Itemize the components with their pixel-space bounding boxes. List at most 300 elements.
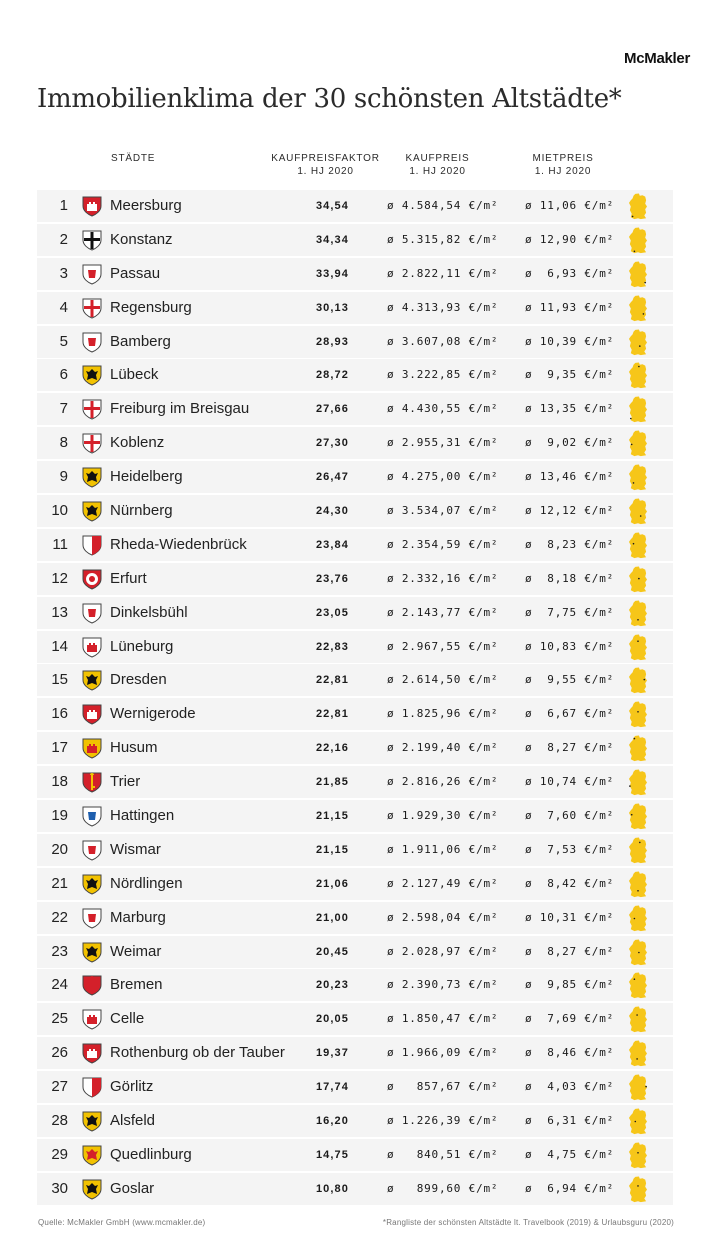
mietpreis-value: ø 11,06 €/m²	[525, 199, 615, 212]
germany-map-icon	[626, 532, 650, 559]
column-header-staedte	[111, 152, 155, 165]
chart-title: Immobilienklima der 30 schönsten Altstädte*	[37, 84, 622, 114]
mietpreis-value: ø 11,93 €/m²	[525, 300, 615, 314]
mietpreis-value: ø 10,39 €/m²	[525, 334, 615, 348]
germany-map-icon	[626, 362, 650, 389]
germany-map-icon	[626, 871, 650, 898]
kaufpreis-value: ø 1.929,30 €/m²	[387, 809, 499, 823]
germany-outline	[629, 532, 647, 558]
column-header-kaufpreis-period: 1. HJ 2020	[409, 166, 466, 177]
kaufpreis-value: ø 2.127,49 €/m²	[387, 876, 499, 890]
column-header-mietpreis-period: 1. HJ 2020	[534, 166, 592, 177]
germany-map-icon	[626, 1040, 650, 1067]
kaufpreis-value: ø 1.966,09 €/m²	[387, 1046, 499, 1060]
column-header-kaufpreis	[390, 152, 485, 178]
germany-map-icon	[626, 1108, 650, 1135]
rank-number: 18	[51, 773, 68, 791]
city-name: Dinkelsbühl	[110, 603, 188, 621]
mietpreis-value: ø 9,02 €/m²	[525, 436, 615, 450]
table-row	[37, 427, 673, 459]
city-name: Bremen	[110, 976, 163, 994]
red-cross-crest-icon	[81, 398, 103, 420]
city-location-dot	[637, 711, 639, 713]
kaufpreisfaktor-value: 16,20	[315, 1115, 349, 1128]
city-location-dot	[636, 1015, 638, 1017]
quartered-crest-icon	[81, 1076, 103, 1098]
ship-crest-icon	[81, 839, 103, 861]
city-name: Wernigerode	[110, 705, 196, 723]
footnote: *Rangliste der schönsten Altstädte lt. Travelbook (2019) & Urlaubsguru (2020)	[382, 1218, 674, 1227]
germany-outline	[629, 329, 647, 355]
germany-outline	[629, 736, 647, 762]
mietpreis-value: ø 7,75 €/m²	[525, 605, 615, 619]
germany-outline	[629, 803, 647, 829]
mietpreis-value: ø 7,69 €/m²	[525, 1012, 615, 1026]
kaufpreis-value: ø 2.822,11 €/m²	[387, 266, 499, 280]
lion-crest-icon	[81, 466, 103, 488]
kaufpreisfaktor-value: 34,34	[315, 233, 349, 246]
rank-number: 24	[51, 976, 68, 994]
germany-map-icon	[626, 295, 650, 322]
city-location-dot	[637, 619, 639, 621]
kaufpreis-value: ø 3.222,85 €/m²	[387, 368, 499, 382]
kaufpreisfaktor-value: 21,15	[315, 810, 349, 823]
kaufpreis-value: ø 2.955,31 €/m²	[387, 436, 499, 450]
germany-map-icon	[626, 837, 650, 864]
rank-number: 15	[51, 671, 68, 689]
table-row	[37, 495, 673, 527]
rank-number: 17	[51, 739, 68, 757]
kaufpreisfaktor-value: 21,00	[315, 911, 349, 924]
rank-number: 16	[51, 705, 68, 723]
city-name: Trier	[110, 773, 141, 791]
kaufpreisfaktor-value: 17,74	[315, 1081, 349, 1094]
rank-number: 4	[59, 298, 68, 316]
column-header-mietpreis	[518, 152, 608, 178]
castle-crest-icon	[81, 636, 103, 658]
rank-number: 7	[59, 400, 68, 418]
kaufpreis-value: ø 840,51 €/m²	[387, 1147, 499, 1161]
city-name: Marburg	[110, 908, 166, 926]
germany-outline	[629, 634, 647, 660]
kaufpreisfaktor-value: 24,30	[315, 505, 349, 518]
crossed-keys-crest-icon	[81, 297, 103, 319]
city-name: Regensburg	[110, 298, 192, 316]
germany-map-icon	[626, 939, 650, 966]
column-header-kaufpreis-label: KAUFPREIS	[405, 153, 470, 164]
city-location-dot	[634, 250, 636, 252]
mietpreis-value: ø 12,12 €/m²	[525, 504, 615, 518]
mietpreis-value: ø 4,75 €/m²	[525, 1147, 615, 1161]
table-row	[37, 190, 673, 222]
mietpreis-value: ø 9,35 €/m²	[525, 368, 615, 382]
germany-map-icon	[626, 634, 650, 661]
germany-outline	[629, 770, 647, 796]
rank-number: 25	[51, 1010, 68, 1028]
table-row	[37, 1003, 673, 1035]
red-castle-crest-icon	[81, 195, 103, 217]
table-row	[37, 902, 673, 934]
table-row	[37, 1173, 673, 1205]
mietpreis-value: ø 8,27 €/m²	[525, 944, 615, 958]
germany-map-icon	[626, 972, 650, 999]
kaufpreis-value: ø 3.607,08 €/m²	[387, 334, 499, 348]
city-name: Celle	[110, 1010, 145, 1028]
mietpreis-value: ø 8,18 €/m²	[525, 571, 615, 585]
kaufpreis-value: ø 2.199,40 €/m²	[387, 741, 499, 755]
city-name: Koblenz	[110, 434, 165, 452]
mietpreis-value: ø 8,42 €/m²	[525, 876, 615, 890]
rank-number: 12	[51, 569, 68, 587]
germany-outline	[629, 397, 647, 423]
city-location-dot	[631, 814, 633, 816]
city-location-dot	[632, 216, 634, 218]
column-header-kaufpreisfaktor-period: 1. HJ 2020	[297, 166, 354, 177]
table-row	[37, 1139, 673, 1171]
kaufpreis-value: ø 1.911,06 €/m²	[387, 842, 499, 856]
city-location-dot	[634, 738, 636, 740]
red-wolf-crest-icon	[81, 263, 103, 285]
city-location-dot	[643, 679, 645, 681]
city-name: Rheda-Wiedenbrück	[110, 535, 247, 553]
city-name: Wismar	[110, 840, 161, 858]
germany-outline	[629, 193, 647, 219]
source-note: Quelle: McMakler GmbH (www.mcmakler.de)	[38, 1218, 206, 1227]
table-row	[37, 292, 673, 324]
city-name: Passau	[110, 264, 161, 282]
city-name: Dresden	[110, 671, 167, 689]
table-row	[37, 868, 673, 900]
city-name: Görlitz	[110, 1078, 154, 1096]
mietpreis-value: ø 4,03 €/m²	[525, 1080, 615, 1094]
germany-outline	[629, 431, 647, 457]
ranking-table	[37, 190, 673, 1207]
kaufpreis-value: ø 2.332,16 €/m²	[387, 571, 499, 585]
split-crest-icon	[81, 534, 103, 556]
table-row	[37, 631, 673, 663]
rank-number: 23	[51, 942, 68, 960]
city-name: Meersburg	[110, 197, 182, 214]
rank-number: 1	[59, 197, 68, 214]
wheat-crest-icon	[81, 602, 103, 624]
eagle-crest-icon	[81, 364, 103, 386]
germany-outline	[629, 973, 647, 999]
germany-outline	[629, 498, 647, 524]
germany-map-icon	[626, 193, 650, 220]
table-row	[37, 224, 673, 256]
rank-number: 22	[51, 908, 68, 926]
table-row	[37, 936, 673, 968]
kaufpreisfaktor-value: 22,16	[315, 742, 349, 755]
germany-outline	[629, 1142, 647, 1168]
kaufpreis-value: ø 4.584,54 €/m²	[387, 199, 499, 212]
city-name: Freiburg im Breisgau	[110, 400, 250, 418]
mietpreis-value: ø 6,67 €/m²	[525, 707, 615, 721]
kaufpreis-value: ø 3.534,07 €/m²	[387, 504, 499, 518]
kaufpreis-value: ø 2.028,97 €/m²	[387, 944, 499, 958]
table-row	[37, 326, 673, 358]
germany-map-icon	[626, 396, 650, 423]
germany-map-icon	[626, 600, 650, 627]
column-header-kaufpreisfaktor-label: KAUFPREISFAKTOR	[271, 153, 380, 164]
kaufpreis-value: ø 4.313,93 €/m²	[387, 300, 499, 314]
city-location-dot	[639, 842, 641, 844]
kaufpreis-value: ø 2.598,04 €/m²	[387, 910, 499, 924]
rank-number: 30	[51, 1179, 68, 1197]
germany-map-icon	[626, 735, 650, 762]
kaufpreis-value: ø 1.226,39 €/m²	[387, 1114, 499, 1128]
table-row	[37, 563, 673, 595]
city-name: Husum	[110, 739, 158, 757]
kaufpreisfaktor-value: 26,47	[315, 471, 349, 484]
city-name: Lüneburg	[110, 637, 174, 655]
table-row	[37, 359, 673, 391]
germany-outline	[629, 905, 647, 931]
mcmakler-logo: McMakler	[624, 50, 690, 67]
rank-number: 3	[59, 264, 68, 282]
kaufpreisfaktor-value: 23,76	[315, 572, 349, 585]
mietpreis-value: ø 8,46 €/m²	[525, 1046, 615, 1060]
city-location-dot	[637, 640, 639, 642]
mietpreis-value: ø 8,27 €/m²	[525, 741, 615, 755]
kaufpreis-value: ø 857,67 €/m²	[387, 1080, 499, 1094]
eagle-red-crest-icon	[81, 1144, 103, 1166]
city-location-dot	[637, 1152, 639, 1154]
city-location-dot	[637, 890, 639, 892]
eagle-crest-icon	[81, 1178, 103, 1200]
rank-number: 11	[52, 535, 68, 553]
germany-map-icon	[626, 329, 650, 356]
lion-stripes-crest-icon	[81, 669, 103, 691]
key-crest-icon	[81, 771, 103, 793]
table-row	[37, 969, 673, 1001]
table-row	[37, 461, 673, 493]
germany-outline	[629, 261, 647, 287]
mietpreis-value: ø 13,35 €/m²	[525, 402, 615, 416]
city-location-dot	[634, 979, 636, 981]
germany-outline	[629, 295, 647, 321]
city-location-dot	[634, 1121, 636, 1123]
kaufpreisfaktor-value: 20,23	[315, 979, 349, 992]
germany-outline	[629, 837, 647, 863]
germany-map-icon	[626, 701, 650, 728]
city-location-dot	[637, 1185, 639, 1187]
city-location-dot	[636, 1058, 638, 1060]
city-name: Goslar	[110, 1179, 155, 1197]
city-location-dot	[630, 418, 632, 420]
black-cross-crest-icon	[81, 229, 103, 251]
germany-map-icon	[626, 261, 650, 288]
city-location-dot	[634, 917, 636, 919]
rank-number: 19	[51, 807, 68, 825]
city-location-dot	[643, 313, 645, 315]
kaufpreisfaktor-value: 28,72	[315, 369, 349, 382]
city-location-dot	[645, 1086, 647, 1088]
mietpreis-value: ø 10,31 €/m²	[525, 910, 615, 924]
kaufpreisfaktor-value: 23,05	[315, 606, 349, 619]
kaufpreis-value: ø 2.390,73 €/m²	[387, 978, 499, 992]
striped-eagle-crest-icon	[81, 500, 103, 522]
germany-outline	[629, 1075, 647, 1101]
city-name: Rothenburg ob der Tauber	[110, 1044, 285, 1062]
germany-outline	[629, 227, 647, 253]
kaufpreisfaktor-value: 34,54	[315, 200, 349, 212]
kaufpreis-value: ø 2.143,77 €/m²	[387, 605, 499, 619]
city-name: Alsfeld	[110, 1112, 156, 1130]
table-row	[37, 1071, 673, 1103]
table-row	[37, 800, 673, 832]
table-row	[37, 529, 673, 561]
kaufpreisfaktor-value: 20,45	[315, 945, 349, 958]
knight-crest-icon	[81, 331, 103, 353]
germany-map-icon	[626, 1006, 650, 1033]
kaufpreisfaktor-value: 21,06	[315, 877, 349, 890]
germany-outline	[629, 1007, 647, 1033]
kaufpreis-value: ø 5.315,82 €/m²	[387, 232, 499, 246]
kaufpreisfaktor-value: 27,30	[315, 437, 349, 450]
lion-crest-icon	[81, 941, 103, 963]
germany-map-icon	[626, 769, 650, 796]
rank-number: 26	[51, 1044, 68, 1062]
mietpreis-value: ø 10,83 €/m²	[525, 639, 615, 653]
city-location-dot	[629, 785, 631, 787]
mietpreis-value: ø 10,74 €/m²	[525, 775, 615, 789]
germany-map-icon	[626, 905, 650, 932]
kaufpreisfaktor-value: 19,37	[315, 1047, 349, 1060]
city-location-dot	[638, 366, 640, 368]
germany-outline	[629, 871, 647, 897]
city-name: Erfurt	[110, 569, 147, 587]
germany-map-icon	[626, 430, 650, 457]
city-name: Konstanz	[110, 230, 173, 248]
kaufpreisfaktor-value: 27,66	[315, 403, 349, 416]
table-row	[37, 766, 673, 798]
city-name: Heidelberg	[110, 468, 183, 486]
table-row	[37, 597, 673, 629]
kaufpreisfaktor-value: 30,13	[315, 301, 349, 314]
kaufpreisfaktor-value: 23,84	[315, 538, 349, 551]
kaufpreis-value: ø 2.614,50 €/m²	[387, 673, 499, 687]
column-header-mietpreis-label: MIETPREIS	[532, 153, 594, 164]
city-name: Nürnberg	[110, 502, 173, 520]
mietpreis-value: ø 6,94 €/m²	[525, 1181, 615, 1195]
red-castle-crest-icon	[81, 703, 103, 725]
red-tower-crest-icon	[81, 1042, 103, 1064]
mietpreis-value: ø 6,93 €/m²	[525, 266, 615, 280]
wheel-crest-icon	[81, 568, 103, 590]
rank-number: 2	[59, 230, 68, 248]
city-location-dot	[639, 345, 641, 347]
germany-outline	[629, 1176, 647, 1202]
blue-lion-crest-icon	[81, 1110, 103, 1132]
mietpreis-value: ø 9,85 €/m²	[525, 978, 615, 992]
mietpreis-value: ø 6,31 €/m²	[525, 1114, 615, 1128]
rank-number: 9	[59, 468, 68, 486]
city-location-dot	[638, 578, 640, 580]
germany-outline	[629, 1108, 647, 1134]
germany-outline	[629, 363, 647, 389]
kaufpreisfaktor-value: 21,85	[315, 776, 349, 789]
city-name: Bamberg	[110, 332, 171, 350]
table-row	[37, 834, 673, 866]
germany-outline	[629, 600, 647, 626]
kaufpreis-value: ø 2.816,26 €/m²	[387, 775, 499, 789]
mietpreis-value: ø 7,60 €/m²	[525, 809, 615, 823]
city-name: Lübeck	[110, 366, 159, 384]
rider-crest-icon	[81, 907, 103, 929]
city-name: Hattingen	[110, 807, 175, 825]
kaufpreisfaktor-value: 22,81	[315, 674, 349, 687]
mietpreis-value: ø 8,23 €/m²	[525, 537, 615, 551]
germany-map-icon	[626, 667, 650, 694]
city-location-dot	[633, 482, 635, 484]
kaufpreis-value: ø 4.430,55 €/m²	[387, 402, 499, 416]
rank-number: 29	[51, 1145, 68, 1163]
kaufpreisfaktor-value: 21,15	[315, 843, 349, 856]
city-name: Weimar	[110, 942, 162, 960]
table-row	[37, 732, 673, 764]
germany-map-icon	[626, 227, 650, 254]
germany-map-icon	[626, 803, 650, 830]
table-row	[37, 258, 673, 290]
germany-map-icon	[626, 1176, 650, 1203]
mietpreis-value: ø 7,53 €/m²	[525, 842, 615, 856]
kaufpreis-value: ø 899,60 €/m²	[387, 1181, 499, 1195]
rank-number: 20	[51, 840, 68, 858]
germany-map-icon	[626, 566, 650, 593]
germany-outline	[629, 566, 647, 592]
germany-outline	[629, 465, 647, 491]
rank-number: 13	[51, 603, 68, 621]
kaufpreisfaktor-value: 14,75	[315, 1148, 349, 1161]
kaufpreisfaktor-value: 10,80	[315, 1182, 349, 1195]
rank-number: 5	[59, 332, 68, 350]
kaufpreisfaktor-value: 22,81	[315, 708, 349, 721]
rank-number: 21	[51, 874, 68, 892]
kaufpreisfaktor-value: 28,93	[315, 335, 349, 348]
city-location-dot	[640, 515, 642, 517]
kaufpreis-value: ø 1.850,47 €/m²	[387, 1012, 499, 1026]
rank-number: 27	[51, 1078, 68, 1096]
rank-number: 10	[51, 502, 68, 520]
city-name: Quedlinburg	[110, 1145, 192, 1163]
city-name: Nördlingen	[110, 874, 183, 892]
table-row	[37, 698, 673, 730]
kaufpreis-value: ø 1.825,96 €/m²	[387, 707, 499, 721]
rank-number: 28	[51, 1112, 68, 1130]
kaufpreis-value: ø 4.275,00 €/m²	[387, 470, 499, 484]
kaufpreisfaktor-value: 33,94	[315, 267, 349, 280]
gold-castle-crest-icon	[81, 737, 103, 759]
city-location-dot	[644, 282, 646, 284]
germany-map-icon	[626, 464, 650, 491]
germany-map-icon	[626, 1142, 650, 1169]
column-header-kaufpreisfaktor	[268, 152, 383, 178]
kaufpreis-value: ø 2.967,55 €/m²	[387, 639, 499, 653]
city-location-dot	[638, 951, 640, 953]
mietpreis-value: ø 12,90 €/m²	[525, 232, 615, 246]
mietpreis-value: ø 13,46 €/m²	[525, 470, 615, 484]
kaufpreis-value: ø 2.354,59 €/m²	[387, 537, 499, 551]
germany-map-icon	[626, 1074, 650, 1101]
table-row	[37, 393, 673, 425]
germany-map-icon	[626, 498, 650, 525]
rank-number: 8	[59, 434, 68, 452]
table-row	[37, 1037, 673, 1069]
eagle-crest-icon	[81, 873, 103, 895]
table-row	[37, 664, 673, 696]
kaufpreisfaktor-value: 20,05	[315, 1013, 349, 1026]
